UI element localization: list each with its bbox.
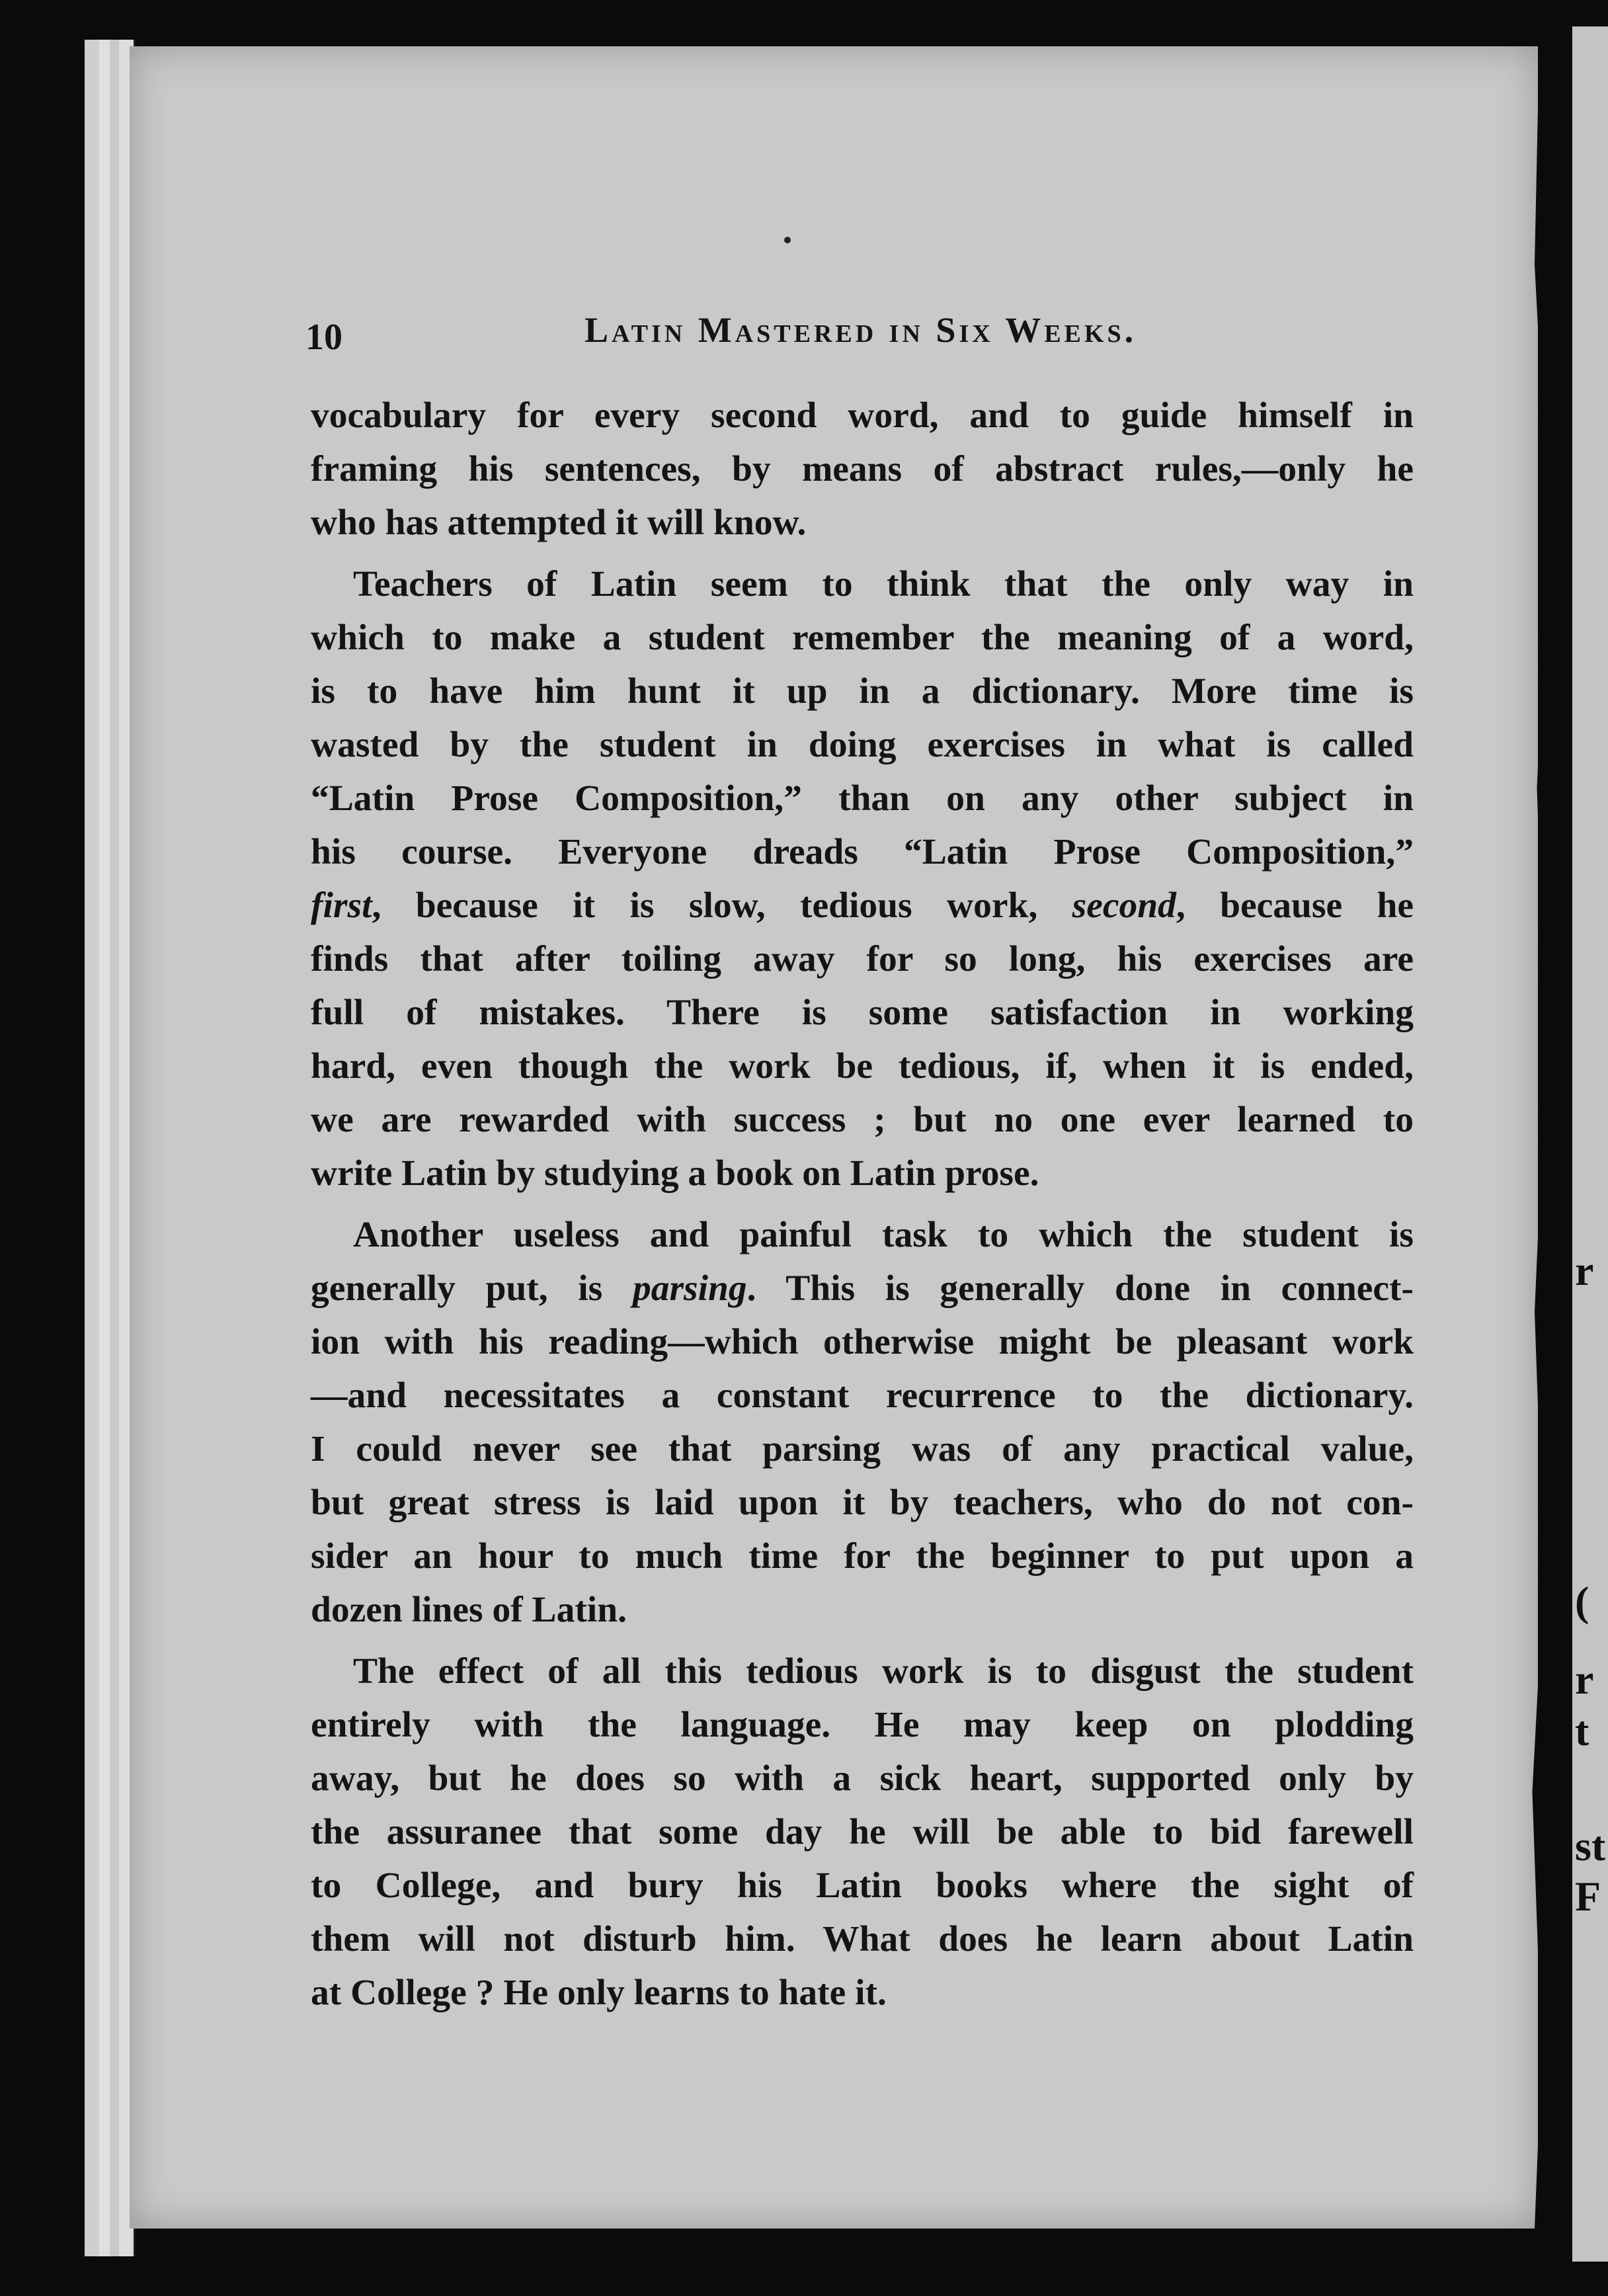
italic-term: first — [311, 885, 372, 926]
text-line: “Latin Prose Composition,” than on any other subject in — [311, 778, 1414, 819]
adjacent-page-letter: st — [1575, 1823, 1606, 1869]
text-line: —and necessitates a constant recurrence to the dictionary. — [311, 1375, 1414, 1416]
italic-term: parsing — [632, 1268, 747, 1309]
text-line: them will not disturb him. What does he learn about Latin — [311, 1919, 1414, 1959]
text-line: vocabulary for every second word, and to guide himself in — [311, 395, 1414, 436]
paragraph-gap — [311, 1200, 1414, 1208]
adjacent-page-letter: r — [1575, 1247, 1594, 1294]
text-line: to College, and bury his Latin books where the sight of — [311, 1866, 1414, 1906]
text-line: generally put, is parsing. This is generally done in connect- — [311, 1268, 1414, 1309]
text-line: The effect of all this tedious work is to disgust the student — [353, 1651, 1414, 1692]
page-number: 10 — [305, 317, 342, 358]
paragraph-gap — [311, 1637, 1414, 1645]
text-line: Another useless and painful task to which the student is — [353, 1215, 1414, 1255]
text-line: write Latin by studying a book on Latin prose. — [311, 1153, 1039, 1194]
running-head: Latin Mastered in Six Weeks. — [584, 310, 1137, 350]
text-line: framing his sentences, by means of abstract rules,—only he — [311, 449, 1414, 489]
text-line: the assuranee that some day he will be able to bid farewell — [311, 1812, 1414, 1852]
text-line: away, but he does so with a sick heart, supported only by — [311, 1758, 1414, 1799]
text-line: ion with his reading—which otherwise might be pleasant work — [311, 1322, 1414, 1362]
text-line: who has attempted it will know. — [311, 503, 807, 543]
text-line: hard, even though the work be tedious, if, when it is ended, — [311, 1046, 1414, 1086]
text-line: dozen lines of Latin. — [311, 1590, 627, 1630]
ink-speck — [784, 237, 791, 243]
text-line: finds that after toiling away for so long, his exercises are — [311, 939, 1414, 979]
text-line: which to make a student remember the meaning of a word, — [311, 618, 1414, 658]
text-line: Teachers of Latin seem to think that the only way in — [353, 564, 1414, 604]
text-line: sider an hour to much time for the beginner to put upon a — [311, 1536, 1414, 1577]
text-line: entirely with the language. He may keep on plodding — [311, 1705, 1414, 1745]
paragraph-gap — [311, 550, 1414, 557]
text-line: his course. Everyone dreads “Latin Prose Composition,” — [311, 832, 1414, 872]
text-line: first, because it is slow, tedious work, second, because he — [311, 885, 1414, 926]
text-line: full of mistakes. There is some satisfaction in working — [311, 993, 1414, 1033]
adjacent-page-letter: r — [1575, 1656, 1594, 1703]
body-text — [311, 389, 1414, 2020]
text-line: is to have him hunt it up in a dictionary. More time is — [311, 671, 1414, 712]
text-line: but great stress is laid upon it by teachers, who do not con- — [311, 1483, 1414, 1523]
text-line: I could never see that parsing was of any practical value, — [311, 1429, 1414, 1469]
adjacent-page-fragment — [1572, 26, 1608, 2262]
italic-term: second — [1072, 885, 1176, 926]
adjacent-page-letter: F — [1575, 1873, 1601, 1920]
adjacent-page-letter: ( — [1575, 1578, 1589, 1625]
adjacent-page-letter: t — [1575, 1707, 1589, 1754]
text-line: at College ? He only learns to hate it. — [311, 1973, 887, 2013]
text-line: wasted by the student in doing exercises in what is called — [311, 725, 1414, 765]
text-line: we are rewarded with success ; but no one ever learned to — [311, 1100, 1414, 1140]
